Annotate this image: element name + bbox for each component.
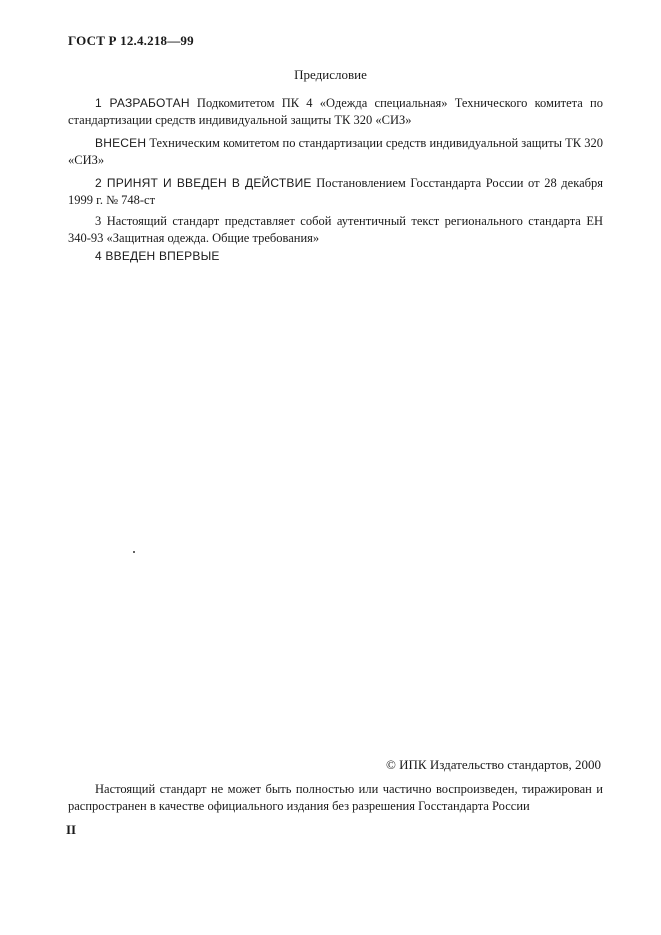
- copyright-line: © ИПК Издательство стандартов, 2000: [386, 757, 601, 772]
- stray-mark: [133, 551, 135, 553]
- foreword-item-lead: 2 ПРИНЯТ И ВВЕДЕН В ДЕЙСТВИЕ: [95, 176, 312, 190]
- foreword-item-lead: ВНЕСЕН: [95, 136, 147, 150]
- page-number: II: [66, 822, 77, 837]
- foreword-item-text: Техническим комитетом по стандартизации средств индивидуальной защиты ТК 320 «СИЗ»: [68, 136, 603, 167]
- foreword-item-text: 3 Настоящий стандарт представляет собой аутентичный текст регионального стандарта ЕН 340-93 «Защитная одежда. Общие требования»: [68, 214, 603, 245]
- foreword-item-text: Постановлением Госстандарта России от 28 декабря 1999 г. № 748-ст: [68, 176, 603, 207]
- foreword-item-first-introduced: [68, 248, 603, 265]
- foreword-item-text: Подкомитетом ПК 4 «Одежда специальная» Технического комитета по стандартизации средств индивидуальной защиты ТК 320 «СИЗ»: [68, 96, 603, 127]
- foreword-title: Предисловие: [294, 67, 367, 82]
- standard-code: ГОСТ Р 12.4.218—99: [68, 33, 194, 48]
- foreword-item-adopted: [68, 175, 603, 209]
- foreword-item-authentic-text: [68, 213, 603, 247]
- foreword-item-introduced: [68, 135, 603, 169]
- foreword-item-lead: 4 ВВЕДЕН ВПЕРВЫЕ: [95, 249, 220, 263]
- foreword-item-lead: 1 РАЗРАБОТАН: [95, 96, 190, 110]
- reproduction-notice: Настоящий стандарт не может быть полностью или частично воспроизведен, тиражирован и распространен в качестве официального издания без разрешения Госстандарта России: [68, 782, 603, 813]
- foreword-item-developed: [68, 95, 603, 129]
